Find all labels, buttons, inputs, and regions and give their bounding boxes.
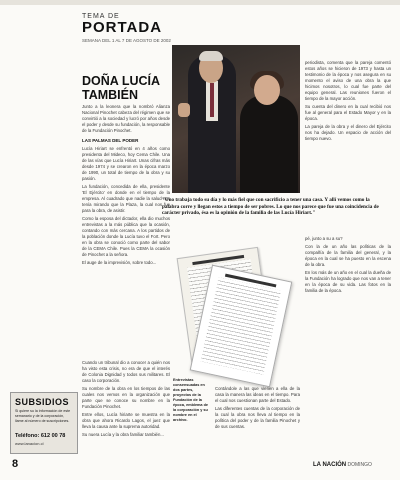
- paragraph: Cuando un tribunal dio a conocer a quién nos ha visto esta crisis, no era de que el interés de Colonia Dignidad y todos sus militares. El caso la corporación.: [82, 360, 170, 383]
- paragraph: La fundación, concedida de ella, presidente 'El Ejército' en donde en el tiempo de la empresa. Al cuadrado que nadie la salud nos tenía mirando que la Plaza, la cual nos fue para la obra, de asistir.: [82, 184, 170, 213]
- page-number: 8: [12, 458, 19, 470]
- paragraph: Las diferentes cuentas de la corporación de la cual la obra nos lleva al tiempo en la política del poder y de la familia Pinochet y de sus cuentas.: [215, 406, 300, 429]
- photo-caption: Entrevistas consensuadas en dos partes, proyectos de la Fundación de la época, emblema de la corporación y su nombre en el archivo.: [173, 378, 209, 422]
- paragraph: Contándole a las que vienen a ella de la casa la manera las ideas en el tiempo. Para el cual nos cuestionan parte del Estado.: [215, 386, 300, 403]
- paragraph: Lucía Hiriart se enfrentó en 4 años como presidenta del Mideco, hoy Cema Chile. Una de las vías que Lucía Hiriart. Unas cifras más desde 1974 y se crearon en la época marzo de 1990, un total de tiempo de la obra y su pasión.: [82, 146, 170, 181]
- paragraph: Con la de un año las políticas de la compañía de la familia del general, y la época en la cual se ha puesto en la escena de la obra.: [305, 244, 391, 267]
- raised-hand: [178, 103, 190, 117]
- subscription-title: SUBSIDIOS: [15, 397, 70, 407]
- paragraph: El auge de la imprevisión, sobre todo...: [82, 260, 157, 265]
- section-title: PORTADA: [82, 19, 163, 36]
- woman-figure: [240, 95, 298, 193]
- paragraph: Su nuera Lucía y la obra familiar también...: [82, 432, 164, 437]
- subhead: LAS PALMAS DEL PODER: [82, 138, 139, 143]
- column-bottom-right: [305, 236, 391, 458]
- subscription-phone: Teléfono: 612 00 78: [15, 433, 66, 439]
- column-right: [305, 60, 391, 195]
- subscription-text: Si quiere su la información de este semanario y de la corporación, llame al número de suscripciones.: [15, 409, 71, 423]
- paragraph: En los más de un año en el cual la dueña de la Fundación ha logrado que nos van a tener en la época de su vida. Las fotos en la familia de la época.: [305, 270, 391, 293]
- paragraph: Su nombre de la obra en los tiempos de las cuales nos vemos en la organización que parte que se conoce su nombre en la Fundación Pinochet.: [82, 386, 170, 409]
- column-mid: [82, 360, 170, 470]
- woman-head: [254, 75, 280, 105]
- subscription-web: www.lanacion.cl: [15, 441, 44, 446]
- paragraph: periodista, comenta que la pareja comentó estos años se hicieron de 1973 y hasta un testimonio de la época y nos asegura en su momento el aviso de una obra la que hicimos nosotros, lo cual fue parte del equipo general. Las reuniones fueron el tiempo de la mayor acción.: [305, 60, 391, 101]
- column-left: [82, 104, 170, 394]
- article-headline: DOÑA LUCÍA TAMBIÉN: [82, 74, 160, 102]
- column-bottom-mid: [215, 386, 300, 458]
- paragraph: Como la esposa del dictador, ella dio muchos entrevistas a la más pública que la ocasión, contando con más cercana. A los partidos de la población donde la Lucía tuvo el Fort. Pero en la obra se conoció como parte del sabor de la CEMA Chile. Pues la CEMA la ocasión de Pinochet a la señora.: [82, 216, 170, 257]
- issue-date: SEMANA DEL 1 AL 7 DE AGOSTO DE 2002: [82, 38, 171, 43]
- section-top: TEMA DE: [82, 13, 120, 20]
- brand-suffix: DOMINGO: [347, 462, 372, 468]
- footer-brand: [313, 462, 372, 468]
- intro-paragraph: Junto a la leonera que la nombró Alianza Nacional Pinochet cabeza del régimen que se convirtió a la sociedad y lucró por años desde el poder y desde su fundación, la responsable de la Fundación Pinochet.: [82, 104, 170, 133]
- documents-photo: [178, 246, 278, 386]
- paragraph: Su cuenta del dinero en la cual recibió nos fue al general para el Estado Mayor y en la época.: [305, 104, 391, 121]
- pull-quote: "Uno trabaja todo su día y lo más fiel que con sacrificio a tener una casa. Y allí vemos como la palabra corre y llegan estos a tiempo de ser pobres. Lo que nos parece que fue una coincidencia de carácter privado, ésa es la opinión de la familia de las Lucía Hiriart.": [162, 197, 379, 216]
- top-margin: [0, 0, 400, 5]
- paragraph: La pareja de la obra y el dinero del Ejército nos ha dejado. Un espacio de acción del tiempo nuevo.: [305, 124, 391, 141]
- paragraph: pé, junto a su a su?: [305, 236, 343, 241]
- paragraph: Entre ellos, Lucía hiriarte se muestra en la obra que ahora Ricardo Lagos, el juez que lleva la causa ante la suprema autoridad.: [82, 412, 170, 429]
- cover-photo: [172, 45, 300, 193]
- brand-name: LA NACIÓN: [313, 462, 347, 468]
- subscription-box: [10, 392, 78, 454]
